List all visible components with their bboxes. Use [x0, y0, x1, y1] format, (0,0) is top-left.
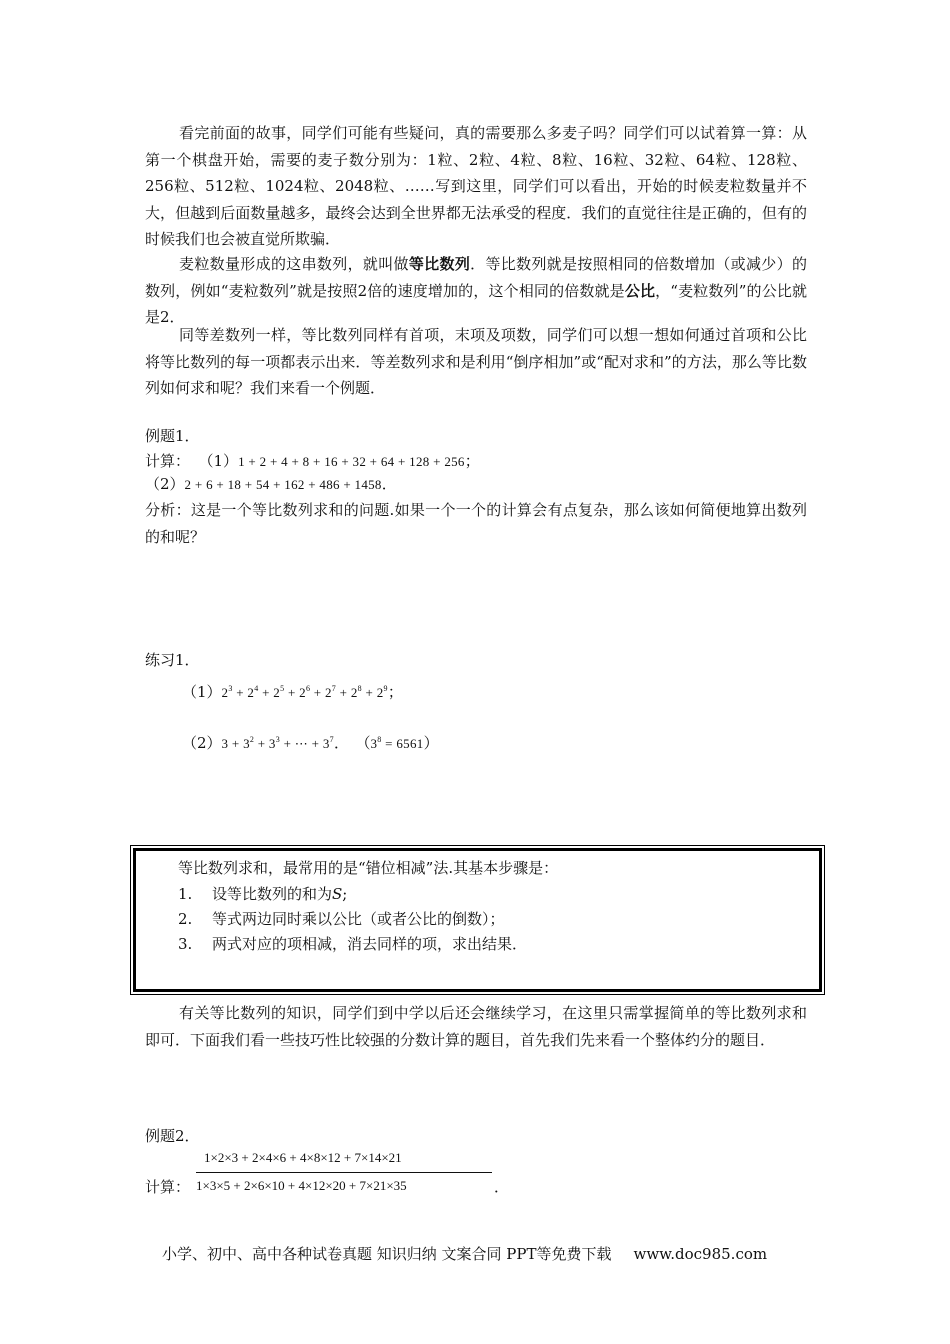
hint-value: = 6561: [385, 736, 424, 751]
step-text: 两式对应的项相减，消去同样的项，求出结果．: [212, 935, 528, 953]
page-footer: [162, 1243, 767, 1264]
practice-part1-label: （1）: [182, 683, 222, 701]
part2-label: （2）: [145, 475, 185, 493]
hint-open: （: [362, 734, 371, 752]
step-tail: ;: [342, 885, 348, 903]
part1-end: ；: [464, 452, 480, 470]
fraction-bar: [196, 1172, 492, 1173]
example1-part2: [145, 472, 397, 497]
practice-part2-mid: ．: [333, 734, 349, 752]
part2-end: ．: [381, 475, 397, 493]
step-variable: S: [332, 885, 343, 903]
intro-paragraph-2: [145, 251, 807, 331]
example1-part1: [145, 449, 480, 474]
part1-label: （1）: [206, 452, 239, 470]
practice-part2-expression: $3 + 3^2 + 3^3$ + ⋯ + $3^7$: [221, 735, 334, 751]
p2-text-a: 麦粒数量形成的这串数列，就叫做: [179, 255, 409, 273]
example2-calc-label: 计算：: [145, 1178, 191, 1196]
term-common-ratio: 公比: [624, 281, 656, 300]
fraction-numerator: 1×2×3 + 2×4×6 + 4×8×12 + 7×14×21: [204, 1150, 402, 1165]
practice-part1-end: ；: [387, 683, 403, 701]
step-text: 设等比数列的和为: [212, 885, 333, 903]
part2-expression: 2 + 6 + 18 + 54 + 162 + 486 + 1458: [184, 477, 382, 492]
example2-fraction: [196, 1150, 492, 1194]
calc-label: 计算：: [145, 452, 191, 470]
footer-text: 小学、初中、高中各种试卷真题 知识归纳 文案合同 PPT等免费下载: [162, 1245, 612, 1263]
footer-url[interactable]: www.doc985.com: [633, 1245, 768, 1263]
hint-close: ）: [423, 734, 439, 752]
example1-analysis: 分析：这是一个等比数列求和的问题.如果一个一个的计算会有点复杂，那么该如何简便地算出数列的和呢？: [145, 501, 807, 546]
p2-text-b: ．等比数列就是按照相同的倍数增加（或减少）的数列，例如“麦粒数列”就是按照2倍的速度增加的，这个相同的倍数就是: [145, 255, 807, 300]
example1-title: 例题1．: [145, 427, 200, 445]
method-step-2: [178, 907, 505, 931]
step-number: 2.: [178, 910, 193, 928]
practice1-title: 练习1．: [145, 651, 200, 669]
intro-paragraph-3: 同等差数列一样，等比数列同样有首项，末项及项数，同学们可以想一想如何通过首项和公比将等比数列的每一项都表示出来．等差数列求和是利用“倒序相加”或“配对求和”的方法，那么等比数列如何求和呢？我们来看一个例题．: [145, 326, 807, 397]
hint-expression: $3^8 = 6561$: [370, 735, 424, 751]
practice-part1-expression: $2^3 + 2^4 + 2^5 + 2^6 + 2^7 + 2^8 + 2^9$: [221, 684, 388, 700]
method-step-1: [178, 882, 347, 906]
step-text: 等式两边同时乘以公比（或者公比的倒数）；: [212, 910, 505, 928]
transition-paragraph: 有关等比数列的知识，同学们到中学以后还会继续学习，在这里只需掌握简单的等比数列求和即可．下面我们看一些技巧性比较强的分数计算的题目，首先我们先来看一个整体约分的题目．: [145, 1004, 807, 1049]
part1-expression: 1 + 2 + 4 + 8 + 16 + 32 + 64 + 128 + 256: [238, 454, 465, 469]
step-number: 1.: [178, 885, 193, 903]
method-step-3: [178, 932, 527, 956]
fraction-denominator: 1×3×5 + 2×6×10 + 4×12×20 + 7×21×35: [196, 1178, 407, 1193]
step-number: 3.: [178, 935, 193, 953]
practice-part2-label: （2）: [182, 734, 222, 752]
intro-paragraph-1: 看完前面的故事，同学们可能有些疑问，真的需要那么多麦子吗？同学们可以试着算一算：从第一个棋盘开始，需要的麦子数分别为：1粒、2粒、4粒、8粒、16粒、32粒、64粒、128粒、256粒、512粒、1024粒、2048粒、……写到这里，同学们可以看出，开始的时候麦粒数量并不大，但越到后面数量越多，最终会达到全世界都无法承受的程度．我们的直觉往往是正确的，但有的时候我们也会被直觉所欺骗．: [145, 124, 807, 248]
term-geometric-sequence: 等比数列: [408, 255, 471, 273]
example2-end: ．: [494, 1178, 510, 1196]
p2-text-c: ，“麦粒数列”的公比就是2．: [145, 281, 807, 326]
method-intro: 等比数列求和，最常用的是“错位相减”法.其基本步骤是：: [178, 859, 559, 877]
practice1-part2: [182, 728, 439, 756]
example2-title: 例题2．: [145, 1127, 200, 1145]
practice1-part1: [182, 677, 403, 705]
